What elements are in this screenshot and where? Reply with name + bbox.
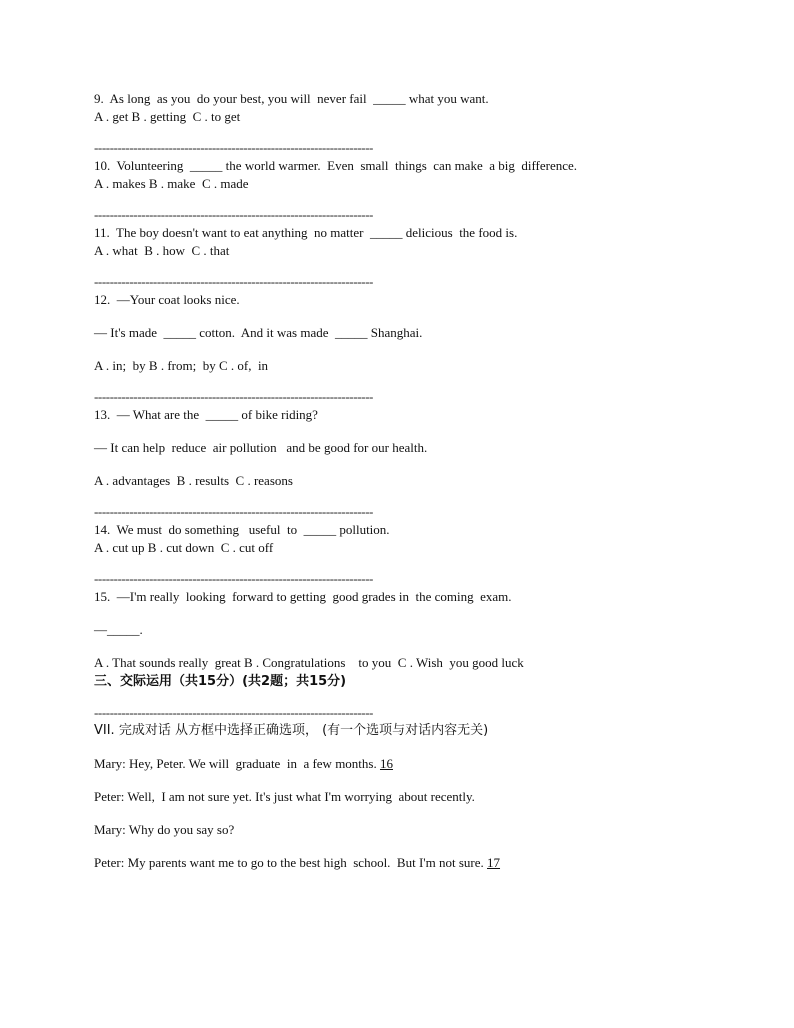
dialogue-speaker: Peter:	[94, 855, 125, 870]
dialogue-line	[94, 854, 714, 872]
answer-blank-17: 17	[487, 855, 501, 870]
dialogue-line	[94, 788, 714, 806]
question-14-options: A . cut up B . cut down C . cut off	[94, 540, 274, 555]
question-9-stem: 9. As long as you do your best, you will never fail _____ what you want.	[94, 91, 489, 106]
question-15-options: A . That sounds really great B . Congratulations to you C . Wish you good luck	[94, 655, 524, 670]
document-page	[94, 90, 714, 872]
question-15-stem: 15. —I'm really looking forward to getting good grades in the coming exam.	[94, 589, 512, 604]
question-10-options: A . makes B . make C . made	[94, 176, 249, 191]
dialogue-speaker: Mary:	[94, 822, 126, 837]
dialogue-intro: VII. 完成对话 从方框中选择正确选项， (有一个选项与对话内容无关)	[94, 723, 489, 738]
dialogue-text: Hey, Peter. We will graduate in a few months.	[129, 756, 380, 771]
question-13-options: A . advantages B . results C . reasons	[94, 473, 293, 488]
separator: -----------------------------------------------------------------------	[94, 504, 373, 519]
dialogue-line	[94, 821, 714, 839]
question-15-reply: —_____.	[94, 622, 143, 637]
question-10-stem: 10. Volunteering _____ the world warmer. Even small things can make a big difference.	[94, 158, 578, 173]
section-title: 三、交际运用（共15分）(共2题；共15分)	[94, 674, 347, 689]
question-14-stem: 14. We must do something useful to _____ pollution.	[94, 522, 390, 537]
separator: -----------------------------------------------------------------------	[94, 274, 373, 289]
question-11-options: A . what B . how C . that	[94, 243, 230, 258]
question-11-stem: 11. The boy doesn't want to eat anything no matter _____ delicious the food is.	[94, 225, 518, 240]
dialogue-text: Why do you say so?	[128, 822, 235, 837]
dialogue-text: Well, I am not sure yet. It's just what I'm worrying about recently.	[127, 789, 475, 804]
separator: -----------------------------------------------------------------------	[94, 389, 373, 404]
question-9-options: A . get B . getting C . to get	[94, 109, 241, 124]
dialogue-speaker: Peter:	[94, 789, 125, 804]
question-12-reply: — It's made _____ cotton. And it was made _____ Shanghai.	[94, 325, 423, 340]
separator: -----------------------------------------------------------------------	[94, 140, 373, 155]
dialogue-text: My parents want me to go to the best high school. But I'm not sure.	[127, 855, 488, 870]
answer-blank-16: 16	[379, 756, 393, 771]
separator: -----------------------------------------------------------------------	[94, 705, 373, 720]
separator: -----------------------------------------------------------------------	[94, 571, 373, 586]
question-12-stem: 12. —Your coat looks nice.	[94, 292, 240, 307]
separator: -----------------------------------------------------------------------	[94, 207, 373, 222]
question-13-stem: 13. — What are the _____ of bike riding?	[94, 407, 318, 422]
question-12-options: A . in; by B . from; by C . of, in	[94, 358, 269, 373]
dialogue-line	[94, 755, 714, 773]
question-13-reply: — It can help reduce air pollution and be good for our health.	[94, 440, 428, 455]
dialogue-speaker: Mary:	[94, 756, 126, 771]
